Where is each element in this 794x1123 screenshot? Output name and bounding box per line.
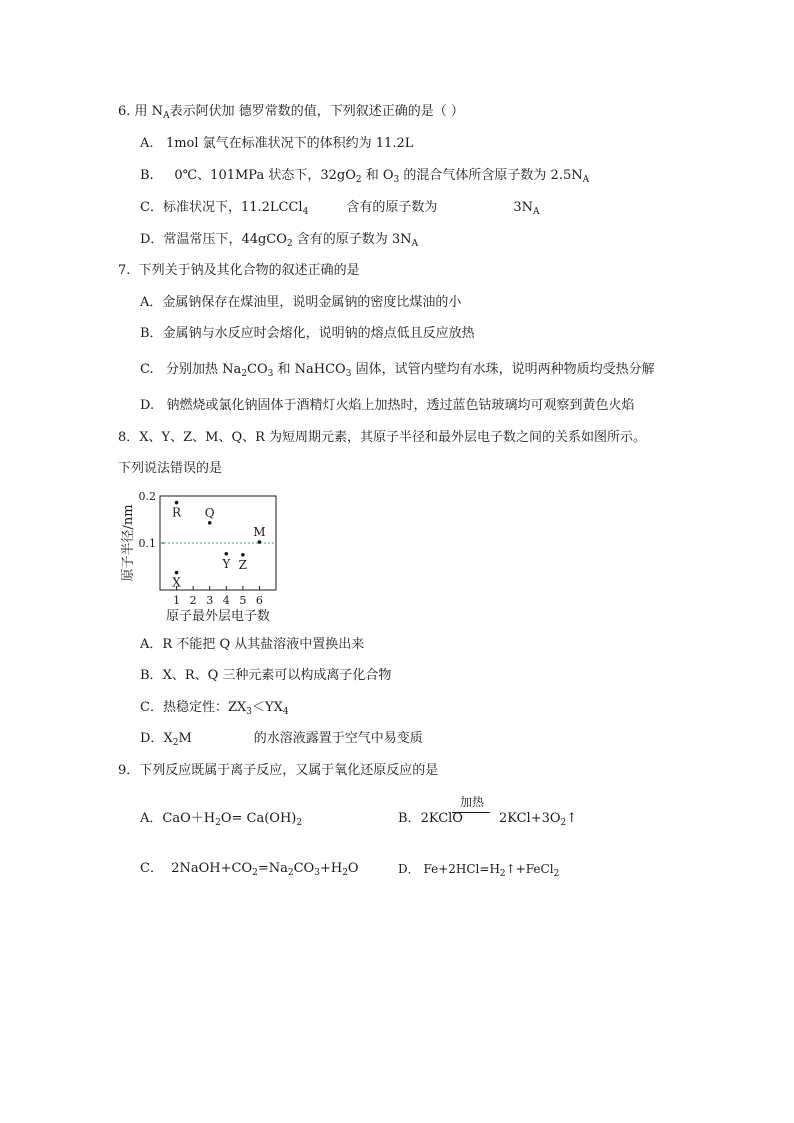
x-tick-label: 4 xyxy=(222,594,230,607)
q8-option-c: C．热稳定性：$ZX_3<YX_4$ xyxy=(140,700,289,717)
q7-option-d: D. 钠燃烧或氯化钠固体于酒精灯火焰上加热时，透过蓝色钴玻璃均可观察到黄色火焰 xyxy=(140,398,635,413)
q6-stem: 6. 用 $N_A$表示阿伏加 德罗常数的值，下列叙述正确的是（ ） xyxy=(118,104,464,121)
q8-option-a: A．R 不能把 Q 从其盐溶液中置换出来 xyxy=(140,637,365,652)
x-axis-label: 原子最外层电子数 xyxy=(165,609,271,624)
q7-option-b: B．金属钠与水反应时会熔化，说明钠的熔点低且反应放热 xyxy=(140,326,475,341)
q8-number: 8． xyxy=(118,430,140,445)
data-point-q xyxy=(208,521,212,525)
q6-option-a: A. 1mol 氯气在标准状况下的体积约为 11.2L xyxy=(140,136,414,151)
q6-number: 6. xyxy=(118,104,131,119)
q8-stem-line-1: 8．X、Y、Z、M、Q、R 为短周期元素，其原子半径和最外层电子数之间的关系如图所示。 xyxy=(118,430,647,445)
point-label-q: Q xyxy=(204,505,215,520)
point-label-r: R xyxy=(172,505,182,520)
data-point-m xyxy=(258,540,262,544)
point-label-z: Z xyxy=(238,557,248,572)
q8-stem-line-2: 下列说法错误的是 xyxy=(118,461,223,476)
atomic-radius-chart xyxy=(110,486,290,626)
q6-option-d: D．常温常压下，44gCO$_2$ 含有的原子数为 $3N_A$ xyxy=(140,232,419,249)
q6-option-b: B. 0℃、101MPa 状态下，$32gO_2$ 和 $O_3$ 的混合气体所含原子数为 $2.5N_A$ xyxy=(140,168,590,185)
x-tick-label: 1 xyxy=(173,594,181,607)
q7-stem: 7. 下列关于钠及其化合物的叙述正确的是 xyxy=(118,263,360,278)
q8-option-b: B．X、R、Q 三种元素可以构成离子化合物 xyxy=(140,668,392,683)
q9-option-c: C． $2NaOH+CO_2=Na_2CO_3+H_2O$ xyxy=(140,861,359,878)
x-tick-label: 6 xyxy=(255,594,263,607)
y-tick-label: 0.1 xyxy=(138,537,156,550)
data-point-x xyxy=(175,571,179,575)
q9-number: 9． xyxy=(118,763,140,778)
data-point-r xyxy=(175,501,179,505)
y-tick-label: 0.2 xyxy=(138,490,156,503)
q7-number: 7. xyxy=(118,263,131,278)
point-label-x: X xyxy=(172,575,181,590)
x-tick-label: 2 xyxy=(189,594,197,607)
q9-option-b: B．2KClO $2KCl+3O_2↑$ xyxy=(398,811,578,828)
x-tick-label: 5 xyxy=(239,594,247,607)
q7-option-c: C. 分别加热 $Na_2CO_3$ 和 NaHCO$_3$ 固体，试管内壁均有水珠，说明两种物质均受热分解 xyxy=(140,362,655,379)
q9-option-d: D． $Fe+2HCl=H_2↑+FeCl_2$ xyxy=(398,862,560,879)
q8-option-d: D．$X_2M$ 的水溶液露置于空气中易变质 xyxy=(140,731,423,748)
x-tick-label: 3 xyxy=(206,594,214,607)
q7-option-a: A．金属钠保存在煤油里，说明金属钠的密度比煤油的小 xyxy=(140,295,462,310)
reaction-condition-heating: 加热 xyxy=(460,795,485,809)
point-label-y: Y xyxy=(222,556,231,571)
q9-option-a: A．$CaO+H_2O= Ca(OH)_2$ xyxy=(140,811,303,828)
q9-stem: 9．下列反应既属于离子反应，又属于氧化还原反应的是 xyxy=(118,763,439,778)
point-label-m: M xyxy=(253,525,266,540)
q6-option-c: C．标准状况下，11.2LCCl$_4$ 含有的原子数为 $3N_A$ xyxy=(140,200,540,217)
data-point-z xyxy=(241,553,245,557)
y-axis-label: 原子半径/nm xyxy=(121,504,136,582)
data-point-y xyxy=(224,552,228,556)
